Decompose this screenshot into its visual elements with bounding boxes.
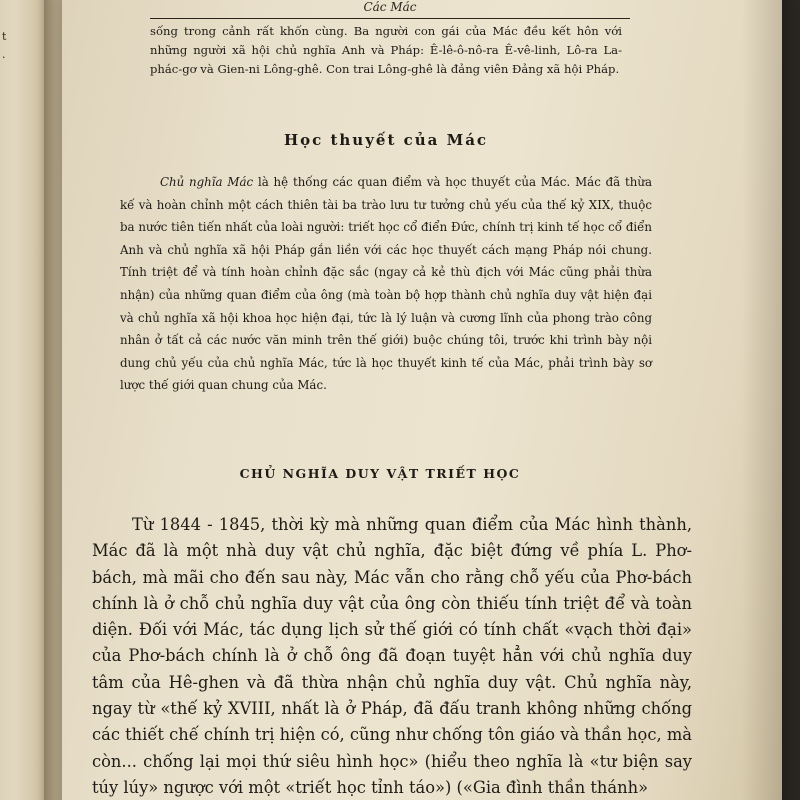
subsection-title: CHỦ NGHĨA DUY VẬT TRIẾT HỌC xyxy=(239,466,521,481)
lead-term: Chủ nghĩa Mác xyxy=(160,175,254,189)
running-head-text: Các Mác xyxy=(363,0,417,14)
running-head xyxy=(150,0,630,19)
section-paragraph xyxy=(120,171,652,397)
margin-mark: . xyxy=(2,48,6,61)
intro-paragraph: sống trong cảnh rất khốn cùng. Ba người con gái của Mác đều kết hôn với những người xã hội chủ nghĩa Anh và Pháp: Ê-lê-ô-nô-ra Ê-vê-linh, Lô-ra La-phác-gơ và Gien-ni Lông-ghê. Con trai Lông-ghê là đảng viên Đảng xã hội Pháp. xyxy=(150,24,622,76)
page-shadow xyxy=(742,0,782,800)
previous-page-edge xyxy=(0,0,50,800)
section-paragraph-text: là hệ thống các quan điểm và học thuyết của Mác. Mác đã thừa kế và hoàn chỉnh một cách thiên tài ba trào lưu tư tưởng chủ yếu của thế kỷ XIX, thuộc ba nước tiên tiến nhất của loài người: triết học cổ điển Đức, chính trị kinh tế học cổ điển Anh và chủ nghĩa xã hội Pháp gắn liền với các học thuyết cách mạng Pháp nói chung. Tính triệt để và tính hoàn chỉnh đặc sắc (ngay cả kẻ thù địch với Mác cũng phải thừa nhận) của những quan điểm của ông (mà toàn bộ hợp thành chủ nghĩa duy vật hiện đại và chủ nghĩa xã hội khoa học hiện đại, tức là lý luận và cương lĩnh của phong trào công nhân ở tất cả các nước văn minh trên thế giới) buộc chúng tôi, trước khi trình bày nội dung chủ yếu của chủ nghĩa Mác, tức là học thuyết kinh tế của Mác, phải trình bày sơ lược thế giới quan chung của Mác. xyxy=(120,175,652,393)
body-paragraph: Từ 1844 - 1845, thời kỳ mà những quan điểm của Mác hình thành, Mác đã là một nhà duy vật chủ nghĩa, đặc biệt đứng về phía L. Phơ-bách, mà mãi cho đến sau này, Mác vẫn cho rằng chỗ yếu của Phơ-bách chính là ở chỗ chủ nghĩa duy vật của ông còn thiếu tính triệt để và toàn diện. Đối với Mác, tác dụng lịch sử thế giới có tính chất «vạch thời đại» của Phơ-bách chính là ở chỗ ông đã đoạn tuyệt hẳn với chủ nghĩa duy tâm của Hê-ghen và đã thừa nhận chủ nghĩa duy vật. Chủ nghĩa này, ngay từ «thế kỷ XVIII, nhất là ở Pháp, đã đấu tranh không những chống các thiết chế chính trị hiện có, cũng như chống tôn giáo và thần học, mà còn... chống lại mọi thứ siêu hình học» (hiểu theo nghĩa là «tư biện say túy lúy» ngược với một «triết học tỉnh táo») («Gia đình thần thánh» xyxy=(92,515,692,797)
section-title: Học thuyết của Mác xyxy=(283,131,489,149)
margin-mark: t xyxy=(2,30,7,43)
